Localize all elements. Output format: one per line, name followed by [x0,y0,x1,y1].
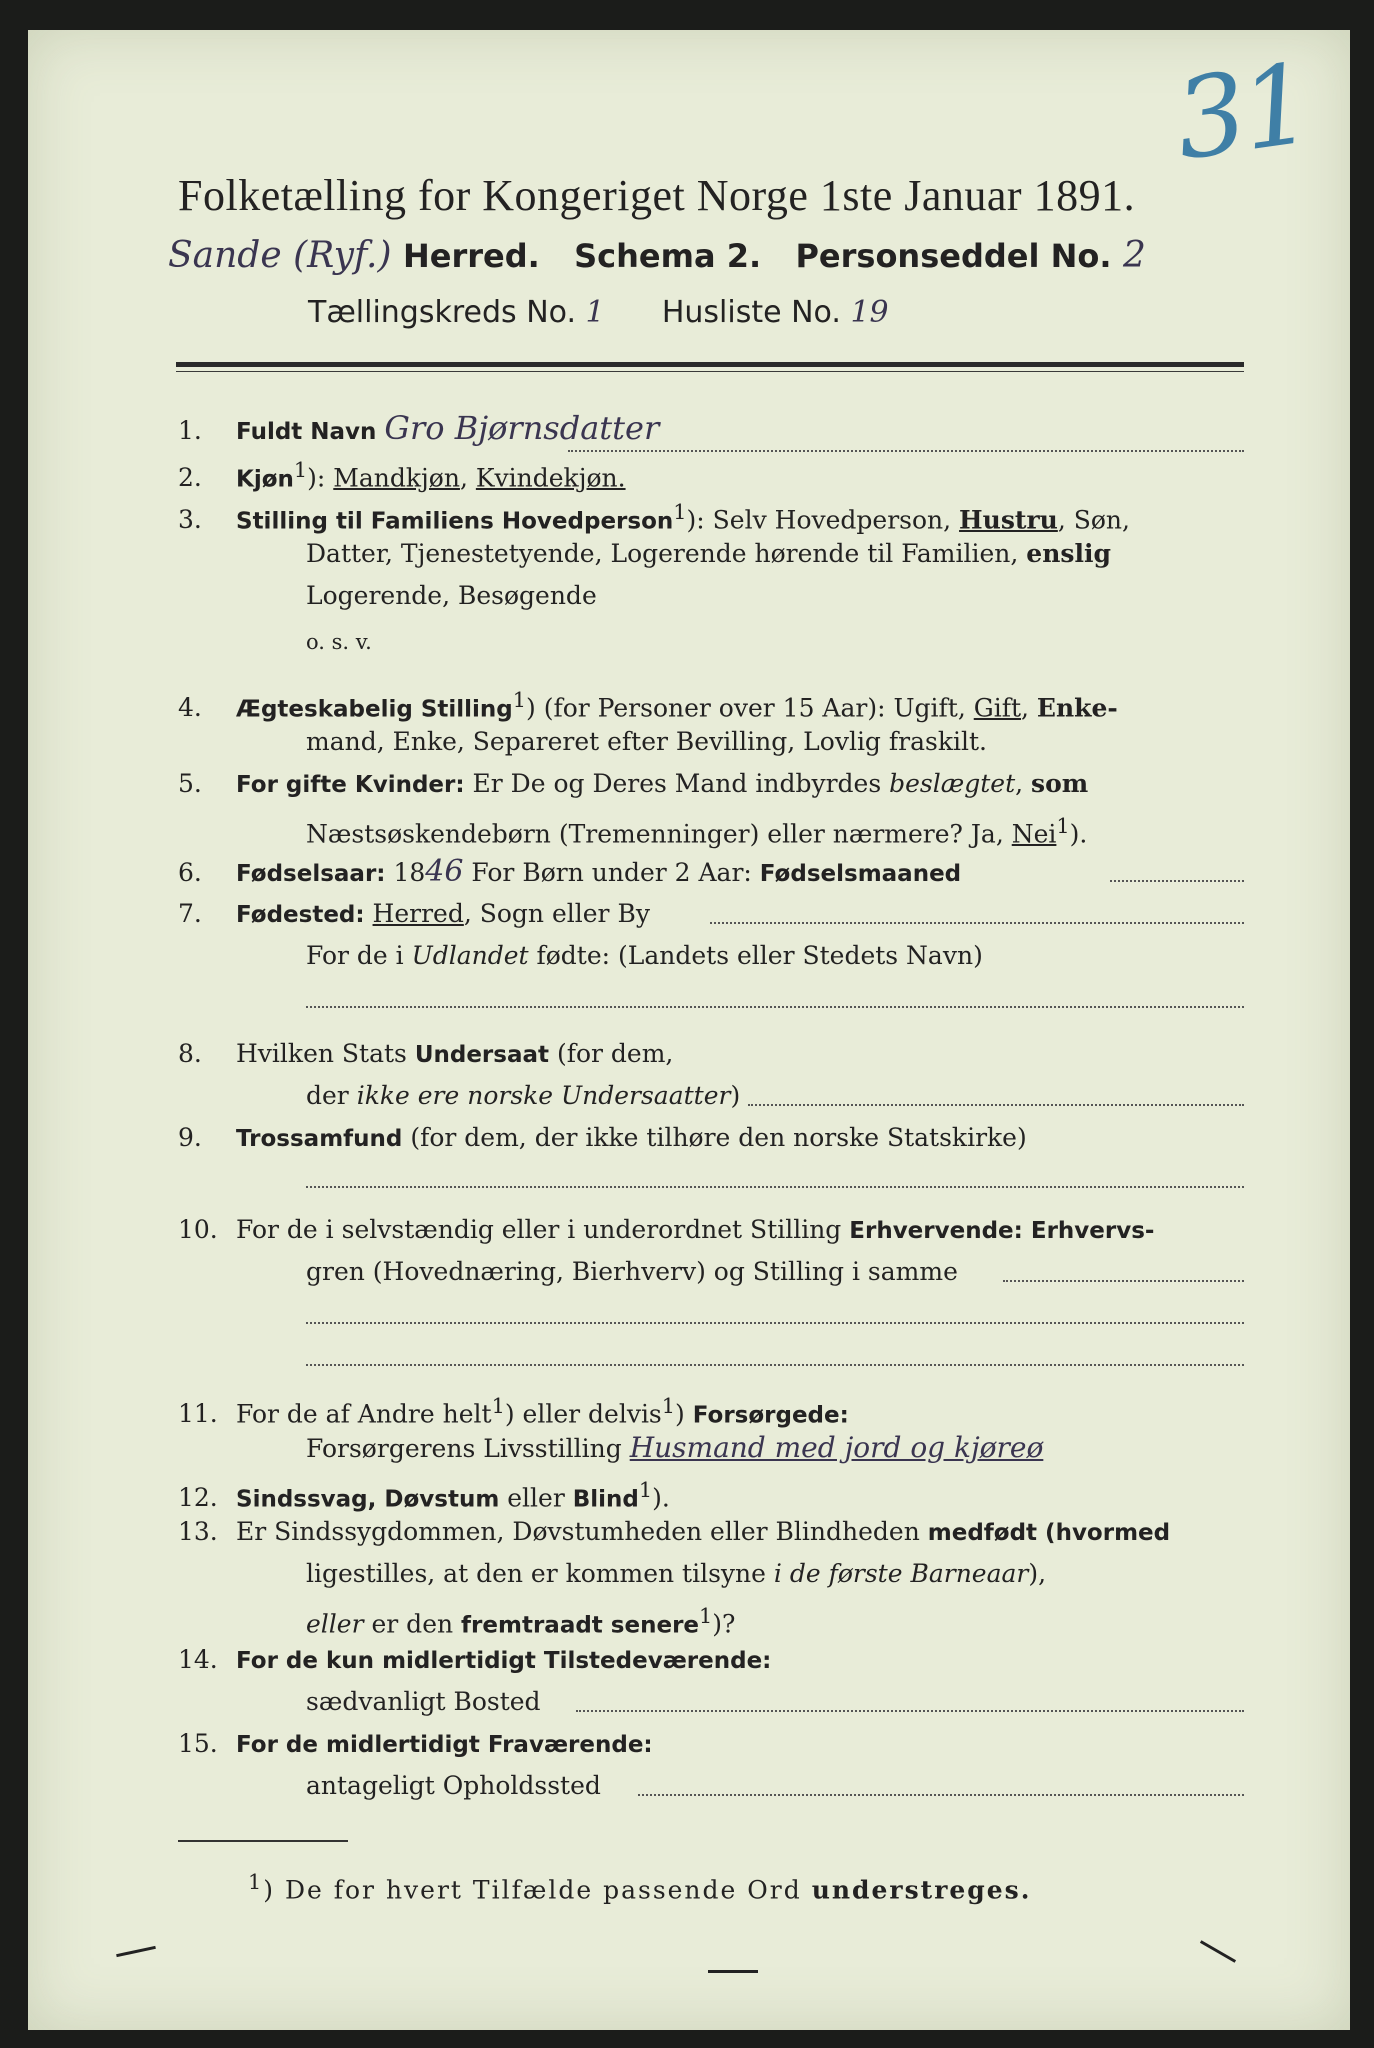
field-4-text1: ) (for Personer over 15 Aar): Ugift, [526,693,974,723]
husliste-label: Husliste No. [661,295,841,330]
header-rule-thin [176,371,1244,372]
field-8-line2 [178,1076,1374,1116]
field-11-text3: ) [675,1399,693,1429]
field-13-line2b: i de første Barneaar [773,1559,1029,1588]
footnote-bold: understreges. [811,1875,1032,1905]
kreds-value: 1 [585,295,605,330]
field-3-text2: , Søn, [1057,505,1130,535]
field-7-line2b: Udlandet [411,941,529,970]
field-3-line2b: enslig [1026,539,1111,568]
scan-mark-left [116,1946,156,1957]
field-8-line2b: ikke ere norske Undersaatter [356,1081,731,1110]
field-10-line3 [306,1322,1244,1324]
field-5-text2: , [1015,769,1032,798]
field-4-text2: , [1021,693,1037,723]
field-4-bold: Enke- [1036,693,1118,723]
field-12-text2: ). [652,1483,670,1513]
husliste-value: 19 [850,295,889,330]
field-1-value: Gro Bjørnsdatter [384,409,660,447]
field-14 [178,1640,1248,1681]
footnote-text: ) De for hvert Tilfælde passende Ord [263,1875,812,1905]
field-9-text: (for dem, der ikke tilhøre den norske Statskirke) [402,1123,1027,1152]
field-13-line3a: eller [306,1609,364,1639]
field-1 [178,408,1248,452]
field-13-line3 [178,1596,1374,1645]
field-15-num: 15. [178,1729,218,1758]
field-2-opt-kvindekjon: Kvindekjøn. [475,463,626,493]
field-5-opt-nei: Nei [1011,819,1057,849]
field-9-label: Trossamfund [236,1126,403,1152]
field-12-text: eller [499,1483,573,1513]
field-5 [178,764,1248,805]
field-2-text: ): [307,463,334,493]
field-14-line2: sædvanligt Bosted [306,1687,541,1716]
field-7-line3 [306,1006,1244,1008]
field-9-num: 9. [178,1123,202,1152]
field-12-bold2: Blind [572,1486,639,1513]
field-6 [178,852,1248,894]
field-6-prefix: 18 [385,858,426,887]
field-5-num: 5. [178,769,202,798]
field-13-line2 [178,1554,1374,1594]
field-3-line3: Logerende, Besøgende [306,581,597,610]
census-form-page [28,30,1350,2030]
scan-mark-center [708,1970,758,1973]
page-number: 31 [1167,39,1317,185]
field-13-line2c: ), [1028,1559,1047,1588]
field-11-value: Husmand med jord og kjøreø [629,1431,1044,1464]
field-11-sup1: 1 [491,1394,505,1418]
field-2-sup: 1 [293,458,308,482]
field-14-text: For de kun [236,1648,383,1674]
field-14-bold: midlertidigt Tilstedeværende: [382,1648,772,1674]
personseddel-label: Personseddel No. [795,237,1112,275]
field-9-line [306,1186,1244,1188]
field-3-sup: 1 [673,500,687,524]
field-1-label: Fuldt Navn [236,419,377,445]
field-7-line2a: For de i [306,941,412,970]
field-13-num: 13. [178,1517,218,1546]
field-4-opt-gift: Gift [973,693,1021,723]
field-7-line2 [178,936,1374,976]
field-11-bold: Forsørgede: [692,1402,849,1429]
field-8-bold: Undersaat [414,1042,549,1068]
field-14-line [576,1710,1244,1712]
field-7-label: Fødested: [236,902,365,928]
field-6-value: 46 [425,854,464,889]
field-13-sup: 1 [699,1604,713,1628]
field-7-line [710,922,1244,924]
field-3-num: 3. [178,505,202,535]
field-7-opt-herred: Herred [372,899,464,928]
field-5-line2b: ). [1069,819,1088,849]
field-10-line [1003,1280,1244,1282]
field-3-text1: ): Selv Hovedperson, [686,505,960,535]
field-10 [178,1210,1248,1251]
personseddel-value: 2 [1122,235,1146,276]
field-7 [178,894,1248,935]
kreds-label: Tællingskreds No. [308,295,576,330]
scan-mark-right [1200,1940,1236,1963]
field-12-num: 12. [178,1483,218,1513]
field-5-bold: som [1031,769,1089,798]
field-15-bold: midlertidigt Fraværende: [326,1732,653,1758]
field-4-line2: mand, Enke, Separeret efter Bevilling, Lovlig fraskilt. [306,727,987,756]
field-2-num: 2. [178,463,202,493]
kreds-line [308,295,889,330]
field-3-label: Stilling til Familiens Hovedperson [236,508,674,535]
field-6-bold: Fødselsmaaned [759,861,962,887]
footnote-rule [178,1840,348,1842]
field-8-line2c: ) [730,1081,741,1110]
field-7-line2c: fødte: (Landets eller Stedets Navn) [528,941,983,970]
header-rule [176,362,1244,367]
field-12-sup: 1 [638,1478,653,1502]
field-6-label: Fødselsaar: [236,861,386,887]
field-3-line2a: Datter, Tjenestetyende, Logerende hørende til Familien, [306,539,1027,568]
field-5-sup: 1 [1056,814,1070,838]
field-13-line3c: fremtraadt senere [461,1612,700,1639]
field-15-line2: antageligt Opholdssted [306,1771,601,1800]
field-10-bold: Erhvervende: [849,1218,1023,1244]
form-title: Folketælling for Kongeriget Norge 1ste Januar 1891. [178,171,1136,220]
field-4-sup: 1 [512,688,527,712]
field-13-text: Er Sindssygdommen, Døvstumheden eller Blindheden [236,1517,928,1546]
field-8-line [748,1104,1244,1106]
field-11-line2-label: Forsørgerens Livsstilling [306,1434,622,1463]
field-8-text2: (for dem, [549,1039,674,1068]
field-15 [178,1724,1248,1765]
field-10-bold2: Erhvervs- [1022,1218,1155,1244]
field-13-line3b: er den [363,1609,462,1639]
field-15-line [638,1794,1244,1796]
field-13-bold2: (hvormed [1037,1520,1171,1546]
footnote [248,1870,1031,1904]
herred-value: Sande (Ryf.) [168,235,392,276]
field-8-text: Hvilken Stats [236,1039,415,1068]
footnote-sup: 1 [248,1870,264,1894]
field-11-num: 11. [178,1399,218,1429]
field-14-num: 14. [178,1645,218,1674]
field-7-num: 7. [178,899,202,928]
field-11-line2 [178,1428,1374,1469]
field-6-num: 6. [178,858,202,887]
field-13 [178,1512,1248,1553]
field-6-line [1110,880,1244,882]
field-9 [178,1118,1248,1159]
field-7-text: , Sogn eller By [463,899,650,928]
herred-label: Herred. [402,237,540,275]
field-3-line4: o. s. v. [306,630,372,654]
field-10-line2: gren (Hovednæring, Bierhverv) og Stilling i samme [306,1257,958,1286]
field-8-num: 8. [178,1039,202,1068]
field-10-line4 [306,1364,1244,1366]
field-5-ital: beslægtet [889,769,1016,798]
field-4-label: Ægteskabelig Stilling [236,696,513,723]
field-12-bold: Sindssvag, Døvstum [236,1486,500,1513]
field-10-num: 10. [178,1215,218,1244]
field-5-line2a: Næstsøskendebørn (Tremenninger) eller nærmere? Ja, [306,819,1012,849]
field-5-line2 [178,806,1374,854]
field-3-line2 [178,534,1374,574]
field-6-text: For Børn under 2 Aar: [463,858,760,887]
field-5-text: Er De og Deres Mand indbyrdes [464,769,890,798]
field-2-opt-mandkjon: Mandkjøn [333,463,460,493]
field-13-line3d: )? [712,1609,736,1639]
field-10-text: For de i selvstændig eller i underordnet Stilling [236,1215,850,1244]
herred-line [168,235,1146,276]
field-11-sup2: 1 [661,1394,676,1418]
field-1-num: 1. [178,416,202,445]
field-2-label: Kjøn [236,466,294,493]
field-8 [178,1034,1248,1075]
field-13-bold: medfødt [927,1520,1038,1546]
field-3-opt-hustru: Hustru [959,505,1058,535]
field-2-sep: , [459,463,476,493]
field-8-line2a: der [306,1081,357,1110]
field-5-label: For gifte Kvinder: [236,772,465,798]
schema-label: Schema 2. [574,237,762,275]
field-15-text: For de [236,1732,327,1758]
field-13-line2a: ligestilles, at den er kommen tilsyne [306,1559,774,1588]
field-11-text: For de af Andre helt [236,1399,492,1429]
field-11-text2: ) eller delvis [504,1399,662,1429]
field-4-num: 4. [178,693,202,723]
